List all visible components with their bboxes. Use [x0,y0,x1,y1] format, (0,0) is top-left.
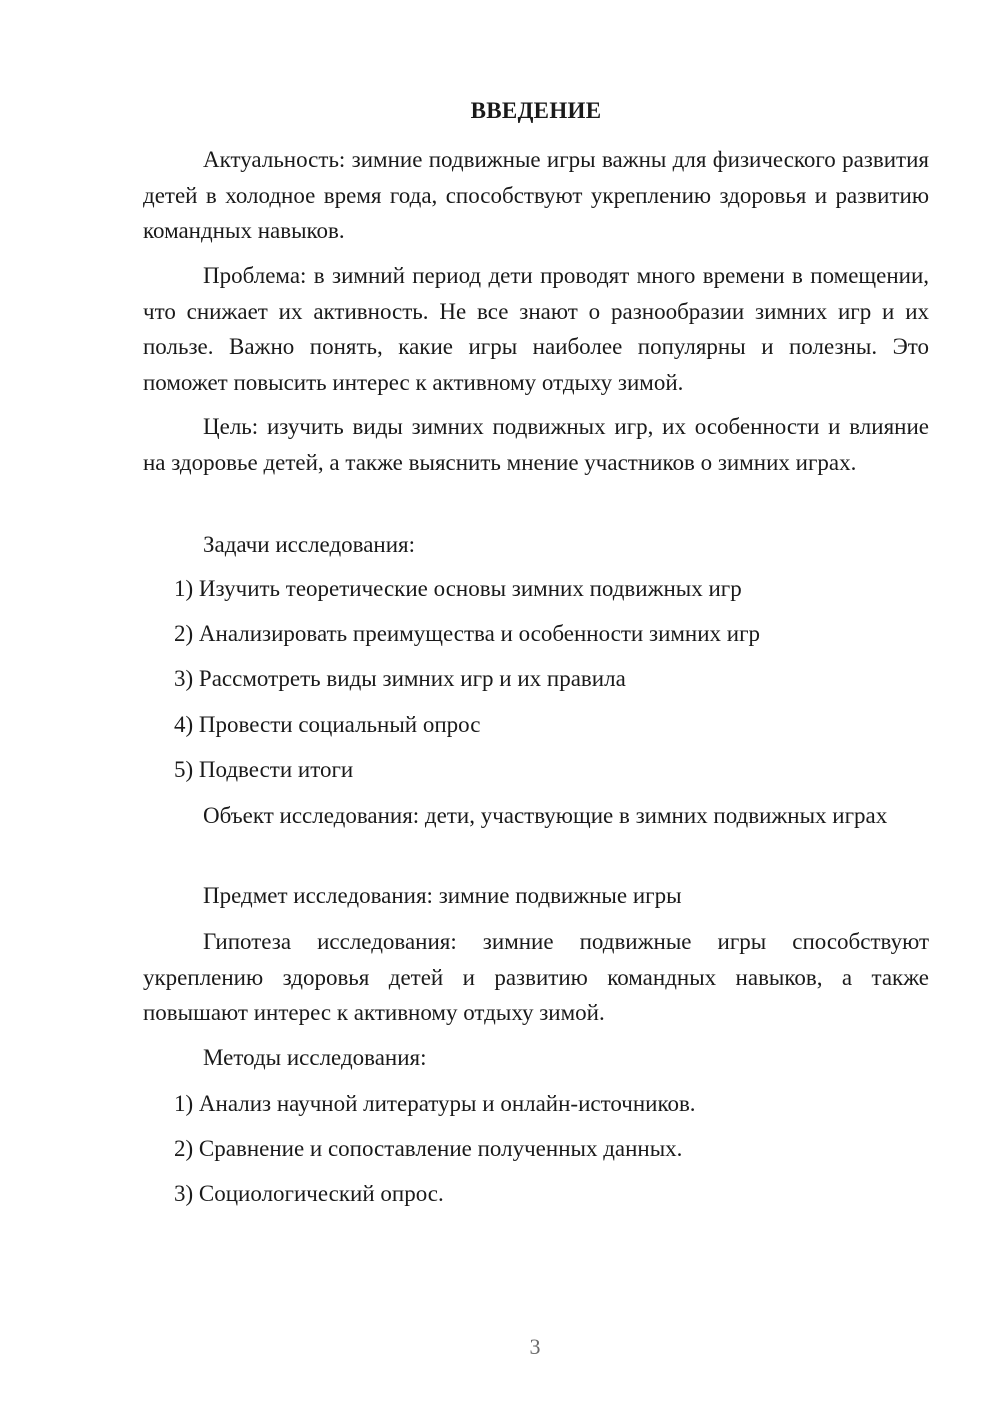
method-item: 3) Социологический опрос. [174,1181,444,1206]
page-number: 3 [529,1334,541,1359]
goal-paragraph: Цель: изучить виды зимних подвижных игр, их особенности и влияние на здоровье детей, а также выяснить мнение участников о зимних играх. [143,414,929,475]
task-item: 3) Рассмотреть виды зимних игр и их правила [174,666,626,691]
problem-paragraph: Проблема: в зимний период дети проводят много времени в помещении, что снижает их активность. Не все знают о разнообразии зимних игр и их пользе. Важно понять, какие игры наиболее популярны и полезны. Это поможет повысить интерес к активному отдыху зимой. [143,263,929,395]
object-paragraph: Объект исследования: дети, участвующие в зимних подвижных играх [203,803,888,828]
task-item: 2) Анализировать преимущества и особенности зимних игр [174,621,761,646]
relevance-paragraph: Актуальность: зимние подвижные игры важны для физического развития детей в холодное время года, способствуют укреплению здоровья и развитию командных навыков. [143,147,929,243]
hypothesis-paragraph: Гипотеза исследования: зимние подвижные игры способствуют укреплению здоровья детей и развитию командных навыков, а также повышают интерес к активному отдыху зимой. [143,929,929,1025]
section-heading: ВВЕДЕНИЕ [470,98,602,123]
methods-title: Методы исследования: [203,1045,427,1070]
task-item: 1) Изучить теоретические основы зимних подвижных игр [174,576,742,601]
method-item: 2) Сравнение и сопоставление полученных данных. [174,1136,683,1161]
method-item: 1) Анализ научной литературы и онлайн-источников. [174,1091,696,1116]
tasks-title: Задачи исследования: [203,532,416,557]
task-item: 4) Провести социальный опрос [174,712,481,737]
subject-paragraph: Предмет исследования: зимние подвижные игры [203,883,682,908]
task-item: 5) Подвести итоги [174,757,354,782]
